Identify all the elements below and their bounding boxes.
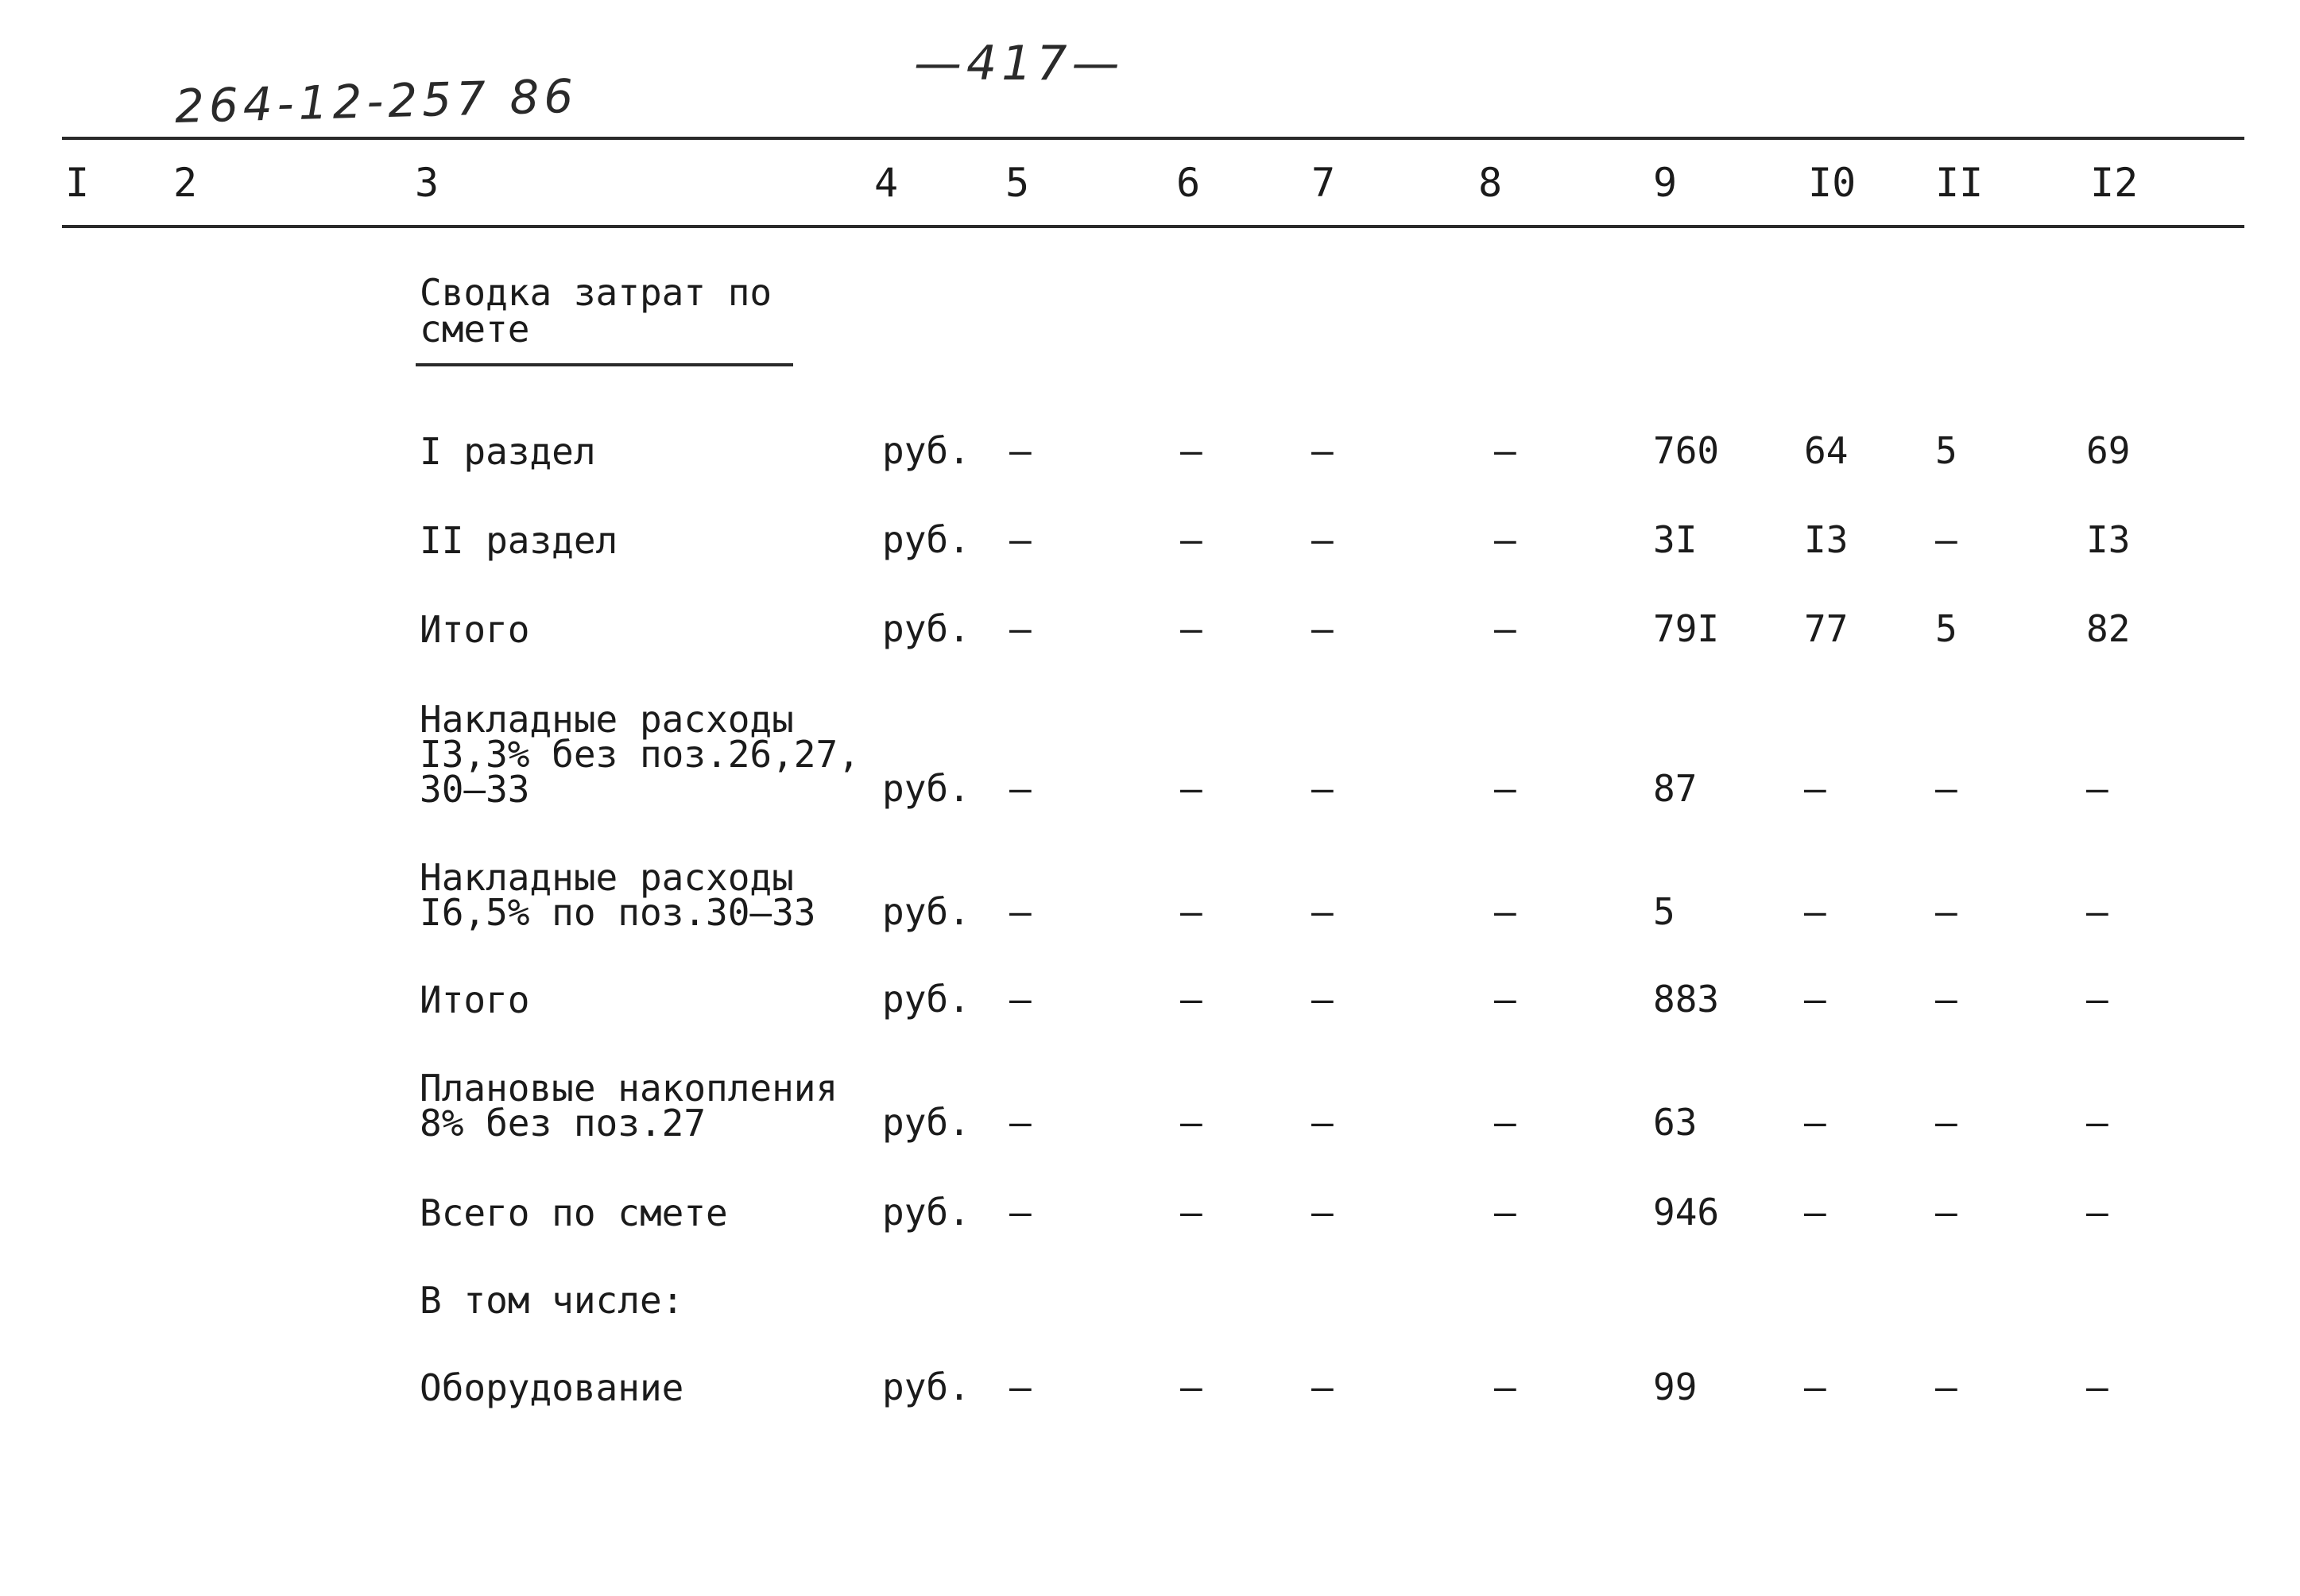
row-cell-c9: 760: [1653, 429, 1720, 472]
column-header-1: I: [65, 160, 90, 206]
row-description: В том числе:: [420, 1279, 684, 1322]
column-header-5: 5: [1005, 160, 1030, 206]
row-cell-c12: –: [2086, 1101, 2108, 1144]
row-cell-c10: –: [1804, 890, 1826, 933]
row-cell-c6: –: [1180, 607, 1202, 650]
row-cell-c4: руб.: [882, 1101, 970, 1144]
row-cell-c6: –: [1180, 518, 1202, 561]
row-cell-c10: –: [1804, 1101, 1826, 1144]
row-cell-c6: –: [1180, 767, 1202, 810]
row-cell-c5: –: [1009, 978, 1032, 1021]
row-cell-c7: –: [1311, 1366, 1334, 1408]
row-cell-c4: руб.: [882, 978, 970, 1021]
row-cell-c12: I3: [2086, 518, 2131, 561]
row-cell-c11: 5: [1935, 429, 1957, 472]
row-description: I раздел: [420, 430, 596, 473]
row-cell-c5: –: [1009, 1101, 1032, 1144]
row-cell-c5: –: [1009, 1366, 1032, 1408]
row-cell-c11: –: [1935, 978, 1957, 1021]
row-cell-c7: –: [1311, 518, 1334, 561]
row-description: Итого: [420, 978, 530, 1021]
row-cell-c7: –: [1311, 1101, 1334, 1144]
row-description: Оборудование: [420, 1366, 684, 1409]
row-cell-c12: 82: [2086, 607, 2131, 650]
row-cell-c6: –: [1180, 1101, 1202, 1144]
row-cell-c8: –: [1494, 1366, 1516, 1408]
row-cell-c5: –: [1009, 890, 1032, 933]
row-cell-c7: –: [1311, 890, 1334, 933]
row-cell-c6: –: [1180, 890, 1202, 933]
column-header-12: I2: [2090, 160, 2139, 206]
row-cell-c8: –: [1494, 518, 1516, 561]
row-cell-c9: 99: [1653, 1366, 1698, 1408]
column-header-4: 4: [874, 160, 899, 206]
column-header-11: II: [1935, 160, 1984, 206]
row-cell-c9: 63: [1653, 1101, 1698, 1144]
column-header-9: 9: [1653, 160, 1678, 206]
row-cell-c10: –: [1804, 1366, 1826, 1408]
row-cell-c4: руб.: [882, 767, 970, 810]
row-cell-c6: –: [1180, 429, 1202, 472]
row-cell-c12: –: [2086, 767, 2108, 810]
row-cell-c10: 77: [1804, 607, 1849, 650]
row-cell-c9: 79I: [1653, 607, 1720, 650]
column-header-3: 3: [415, 160, 439, 206]
column-header-8: 8: [1478, 160, 1503, 206]
row-cell-c4: руб.: [882, 429, 970, 472]
row-cell-c11: –: [1935, 1101, 1957, 1144]
row-cell-c7: –: [1311, 978, 1334, 1021]
row-cell-c11: –: [1935, 767, 1957, 810]
row-cell-c6: –: [1180, 1191, 1202, 1234]
row-cell-c10: –: [1804, 978, 1826, 1021]
row-cell-c9: 3I: [1653, 518, 1698, 561]
row-cell-c5: –: [1009, 518, 1032, 561]
row-cell-c5: –: [1009, 767, 1032, 810]
row-cell-c9: 946: [1653, 1191, 1720, 1234]
row-cell-c12: –: [2086, 890, 2108, 933]
row-cell-c7: –: [1311, 607, 1334, 650]
row-cell-c8: –: [1494, 767, 1516, 810]
row-description: Всего по смете: [420, 1191, 728, 1234]
row-cell-c4: руб.: [882, 518, 970, 561]
row-cell-c6: –: [1180, 1366, 1202, 1408]
section-title: Сводка затрат по смете: [420, 271, 772, 351]
column-header-6: 6: [1176, 160, 1201, 206]
row-cell-c8: –: [1494, 607, 1516, 650]
row-description: Плановые накопления 8% без поз.27: [420, 1067, 838, 1145]
row-description: Накладные расходы I3,3% без поз.26,27, 30–33: [420, 698, 860, 811]
row-cell-c12: –: [2086, 1366, 2108, 1408]
column-header-2: 2: [173, 160, 198, 206]
row-cell-c12: –: [2086, 1191, 2108, 1234]
row-cell-c7: –: [1311, 429, 1334, 472]
row-cell-c5: –: [1009, 607, 1032, 650]
row-cell-c4: руб.: [882, 607, 970, 650]
row-cell-c4: руб.: [882, 890, 970, 933]
row-cell-c12: –: [2086, 978, 2108, 1021]
row-description: Итого: [420, 608, 530, 651]
row-cell-c8: –: [1494, 1101, 1516, 1144]
row-description: II раздел: [420, 519, 618, 562]
row-cell-c8: –: [1494, 978, 1516, 1021]
column-header-10: I0: [1808, 160, 1857, 206]
row-cell-c8: –: [1494, 429, 1516, 472]
row-description: Накладные расходы I6,5% по поз.30–33: [420, 856, 816, 934]
row-cell-c6: –: [1180, 978, 1202, 1021]
row-cell-c11: –: [1935, 1366, 1957, 1408]
row-cell-c11: –: [1935, 890, 1957, 933]
row-cell-c12: 69: [2086, 429, 2131, 472]
document-code: 264-12-257 86: [174, 68, 579, 134]
row-cell-c5: –: [1009, 429, 1032, 472]
row-cell-c11: –: [1935, 1191, 1957, 1234]
row-cell-c8: –: [1494, 1191, 1516, 1234]
row-cell-c8: –: [1494, 890, 1516, 933]
row-cell-c10: I3: [1804, 518, 1849, 561]
row-cell-c10: –: [1804, 767, 1826, 810]
column-header-7: 7: [1311, 160, 1336, 206]
row-cell-c7: –: [1311, 767, 1334, 810]
page-number: —417—: [914, 36, 1125, 91]
row-cell-c9: 5: [1653, 890, 1675, 933]
row-cell-c4: руб.: [882, 1366, 970, 1408]
row-cell-c7: –: [1311, 1191, 1334, 1234]
row-cell-c10: –: [1804, 1191, 1826, 1234]
row-cell-c9: 883: [1653, 978, 1720, 1021]
row-cell-c5: –: [1009, 1191, 1032, 1234]
row-cell-c11: 5: [1935, 607, 1957, 650]
row-cell-c9: 87: [1653, 767, 1698, 810]
row-cell-c11: –: [1935, 518, 1957, 561]
row-cell-c10: 64: [1804, 429, 1849, 472]
row-cell-c4: руб.: [882, 1191, 970, 1234]
